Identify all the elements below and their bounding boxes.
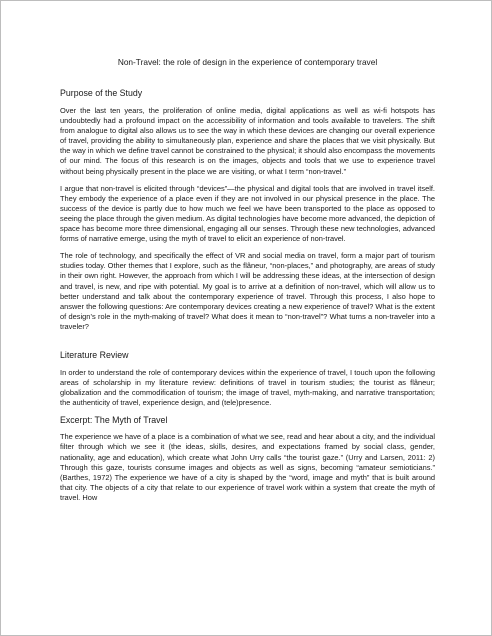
- paragraph: The experience we have of a place is a combination of what we see, read and hear about a city, and the individual filter through which we see it (the ideas, skills, desires, and expectations framed by social class, gender, nationality, age and education), which create what John Urry calls “the tourist gaze.” (Urry and Larsen, 2011: 2) Through this gaze, tourists consume images and objects as well as signs, becoming “amateur semioticians.” (Barthes, 1972) The experience we have of a city is shaped by the “word, image and myth” that is built around that city. The objects of a city that relate to our experience of travel work within a system that create the myth of travel. How: [60, 432, 435, 502]
- section-heading-excerpt: Excerpt: The Myth of Travel: [60, 415, 168, 426]
- paragraph: The role of technology, and specifically the effect of VR and social media on travel, form a major part of tourism studies today. Other themes that I explore, such as the flâneur, “non-places,” and photography, are areas of study in their own right. However, the approach from which I will be addressing these ideas, at the intersection of design and travel, is new, and ripe with potential. My goal is to arrive at a definition of non-travel, which will allow us to better understand and talk about the contemporary experience of travel. Through this process, I also hope to answer the following questions: Are contemporary devices creating a new experience of travel? What is the extent of design’s role in the myth-making of travel? What does it mean to “non-travel”? What turns a non-traveler into a traveler?: [60, 251, 435, 331]
- document-body: [60, 57, 435, 503]
- document-title: Non-Travel: the role of design in the experience of contemporary travel: [117, 57, 378, 67]
- paragraph: In order to understand the role of contemporary devices within the experience of travel, I touch upon the following areas of scholarship in my literature review: definitions of travel in tourism studies; the tourist as flâneur; globalization and the commodification of tourism; the image of travel, myth-making, and narrative transportation; the authenticity of travel, experience design, and (tele)presence.: [60, 367, 435, 408]
- paragraph: Over the last ten years, the proliferation of online media, digital applications as well as wi-fi hotspots has undoubtedly had a profound impact on the accessibility of information and tools available to travelers. The shift from analogue to digital also allows us to see the way in which these devices are changing our overall experience of travel, providing the ability to simultaneously plan, experience and share the places that we visit physically. But the way in which we define travel cannot be constrained to the physical; it should also encompass the movements of our mind. The focus of this research is on the images, objects and tools that we use to experience travel without being physically present in the place we are visiting, or what I term “non-travel.”: [60, 106, 435, 176]
- section-heading-purpose: Purpose of the Study: [60, 88, 143, 98]
- paragraph: I argue that non-travel is elicited through “devices”—the physical and digital tools that are involved in travel itself. They embody the experience of a place even if they are not involved in our physical presence in the place. The success of the device is partly due to how much we feel we have been transported to the place as opposed to seeing the place through the given medium. As digital technologies have become more advanced, the depiction of space has become more three dimensional, engaging all our senses. Through these new technologies, advanced forms of narrative emerge, using the myth of travel to elicit an experience of non-travel.: [60, 183, 435, 244]
- section-heading-literature-review: Literature Review: [60, 349, 129, 360]
